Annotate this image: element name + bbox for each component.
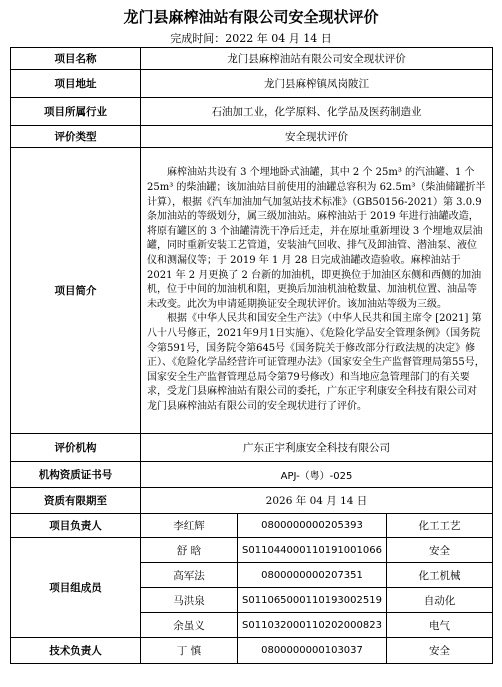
value-evaluation-type: 安全现状评价	[141, 126, 493, 148]
value-industry: 石油加工业，化学原料、化学品及医药制造业	[141, 98, 493, 126]
value-evaluation-org: 广东正宇利康安全科技有限公司	[141, 434, 493, 462]
label-evaluation-type: 评价类型	[11, 126, 141, 148]
label-project-address: 项目地址	[11, 70, 141, 98]
label-project-intro: 项目简介	[11, 148, 141, 434]
leader-cert: 0800000000205393	[238, 514, 387, 538]
member-cert: S011044000110191001066	[238, 538, 387, 563]
member-name: 马洪泉	[141, 588, 238, 613]
label-cert-number: 机构资质证书号	[11, 462, 141, 488]
value-project-name: 龙门县麻榨油站有限公司安全现状评价	[141, 48, 493, 70]
member-field: 安全	[387, 538, 493, 563]
member-cert: S011065000110193002519	[238, 588, 387, 613]
leader-field: 化工工艺	[387, 514, 493, 538]
row-industry	[11, 98, 493, 126]
member-field: 化工机械	[387, 563, 493, 588]
row-evaluation-type	[11, 126, 493, 148]
row-project-intro	[11, 148, 493, 434]
label-valid-until: 资质有限期至	[11, 488, 141, 514]
leader-name: 李红辉	[141, 514, 238, 538]
member-cert: 0800000000207351	[238, 563, 387, 588]
intro-paragraph-2: 根据《中华人民共和国安全生产法》（中华人民共和国主席令 [2021] 第八十八号修正，2021年9月1日实施）、《危险化学品安全管理条例》（国务院令第591号，国务院令第645号《国务院关于修改部分行政法规的决定》修正）、《危险化学品经营许可证管理办法》（国家安全生产监督管理局第55号，国家安全生产监督管理总局令第79号修改）和当地应急管理部门的有关要求，受龙门县麻榨油站有限公司的委托，广东正宇利康安全科技有限公司对龙门县麻榨油站有限公司的安全现状进行了评价。	[147, 313, 485, 412]
label-project-leader: 项目负责人	[11, 514, 141, 538]
evaluation-table	[10, 47, 493, 664]
row-cert-number	[11, 462, 493, 488]
page-title: 龙门县麻榨油站有限公司安全现状评价	[123, 8, 379, 26]
tech-leader-field: 安全	[387, 638, 493, 664]
row-project-name	[11, 48, 493, 70]
row-valid-until	[11, 488, 493, 514]
member-name: 余虽义	[141, 613, 238, 638]
value-project-address: 龙门县麻榨镇凤岗陂江	[141, 70, 493, 98]
row-evaluation-org	[11, 434, 493, 462]
member-name: 舒 晗	[141, 538, 238, 563]
member-field: 自动化	[387, 588, 493, 613]
row-member	[11, 538, 493, 563]
member-field: 电气	[387, 613, 493, 638]
row-project-address	[11, 70, 493, 98]
value-valid-until: 2026 年 04 月 14 日	[141, 488, 493, 514]
tech-leader-name: 丁 慎	[141, 638, 238, 664]
completion-date: 完成时间：2022 年 04 月 14 日	[170, 32, 332, 45]
intro-paragraph-1: 麻榨油站共设有 3 个埋地卧式油罐，其中 2 个 25m³ 的汽油罐、1 个 25m³ 的柴油罐；该加油站目前使用的油罐总容积为 62.5m³（柴油储罐折半计算），根据《汽车加油加气加氢站技术标准》（GB50156-2021）第 3.0.9 条加油站的等级划分，属三级加油站。麻榨油站于 2019 年进行油罐改造，将原有罐区的 3 个油罐清洗干净后迁走，并在原址重新埋设 3 个埋地双层油罐，同时重新安装工艺管道，安装油气回收、排气及卸油管、潜油泵、液位仪和测漏仪等；于 2019 年 1 月 28 日完成油罐改造验收。麻榨油站于 2021 年 2 月更换了 2 台新的加油机，即更换位于加油区东侧和西侧的加油机，位于中间的加油机和阻，更换后加油机油枪数量、加油机位置、油品等未改变。此次为申请延期换证安全现状评价。该加油站等级为三级。	[147, 167, 486, 310]
member-cert: S011032000110202000823	[238, 613, 387, 638]
label-evaluation-org: 评价机构	[11, 434, 141, 462]
value-cert-number: APJ-（粤）-025	[141, 462, 493, 488]
tech-leader-cert: 0800000000103037	[238, 638, 387, 664]
member-name: 高军法	[141, 563, 238, 588]
label-project-members: 项目组成员	[11, 538, 141, 638]
project-intro-text	[141, 148, 493, 434]
label-tech-leader: 技术负责人	[11, 638, 141, 664]
label-project-name: 项目名称	[11, 48, 141, 70]
label-industry: 项目所属行业	[11, 98, 141, 126]
row-tech-leader	[11, 638, 493, 664]
row-project-leader	[11, 514, 493, 538]
